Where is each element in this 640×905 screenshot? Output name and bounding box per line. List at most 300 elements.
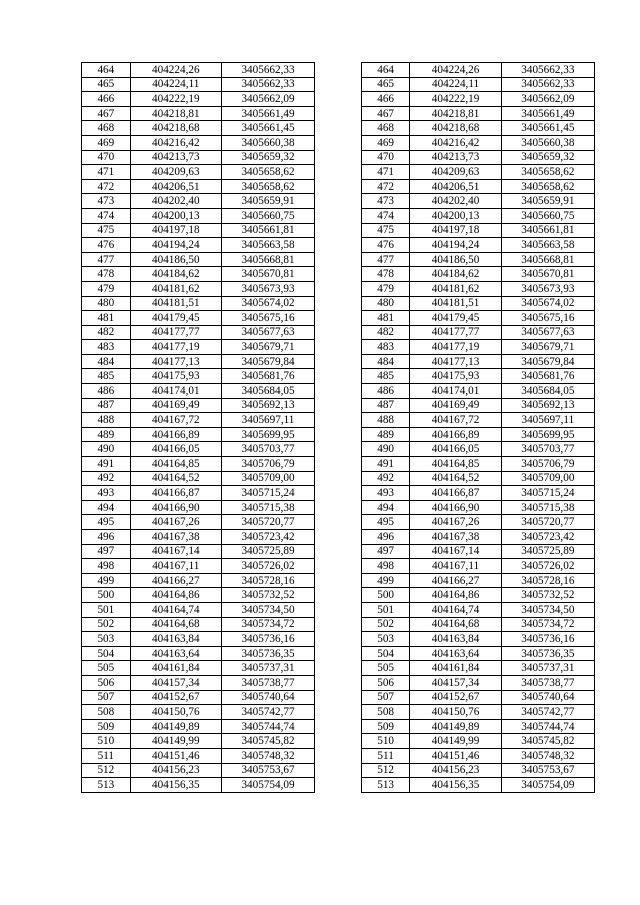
point-number-cell: 508 [361, 705, 410, 720]
x-coordinate-cell: 404177,77 [130, 325, 221, 340]
y-coordinate-cell: 3405662,09 [221, 92, 314, 107]
column-gap [315, 150, 362, 165]
column-gap [315, 121, 362, 136]
x-coordinate-cell: 404213,73 [130, 150, 221, 165]
x-coordinate-cell: 404157,34 [410, 675, 501, 690]
point-number-cell: 510 [361, 734, 410, 749]
table-row [82, 92, 595, 107]
x-coordinate-cell: 404164,86 [410, 588, 501, 603]
table-row [82, 369, 595, 384]
column-gap [315, 500, 362, 515]
x-coordinate-cell: 404151,46 [130, 748, 221, 763]
x-coordinate-cell: 404166,05 [410, 442, 501, 457]
point-number-cell: 508 [82, 705, 131, 720]
column-gap [315, 573, 362, 588]
column-gap [315, 252, 362, 267]
column-gap [315, 617, 362, 632]
table-row [82, 748, 595, 763]
x-coordinate-cell: 404164,52 [410, 471, 501, 486]
point-number-cell: 469 [361, 135, 410, 150]
x-coordinate-cell: 404149,89 [130, 719, 221, 734]
y-coordinate-cell: 3405661,49 [501, 106, 594, 121]
table-row [82, 398, 595, 413]
column-gap [315, 179, 362, 194]
point-number-cell: 510 [82, 734, 131, 749]
y-coordinate-cell: 3405737,31 [221, 661, 314, 676]
column-gap [315, 238, 362, 253]
point-number-cell: 472 [82, 179, 131, 194]
point-number-cell: 513 [361, 778, 410, 793]
y-coordinate-cell: 3405723,42 [221, 530, 314, 545]
point-number-cell: 480 [82, 296, 131, 311]
x-coordinate-cell: 404218,81 [130, 106, 221, 121]
point-number-cell: 511 [361, 748, 410, 763]
y-coordinate-cell: 3405726,02 [221, 559, 314, 574]
column-gap [315, 705, 362, 720]
table-row [82, 135, 595, 150]
table-row [82, 778, 595, 793]
y-coordinate-cell: 3405706,79 [221, 457, 314, 472]
y-coordinate-cell: 3405662,33 [221, 77, 314, 92]
point-number-cell: 471 [82, 165, 131, 180]
y-coordinate-cell: 3405681,76 [501, 369, 594, 384]
y-coordinate-cell: 3405740,64 [221, 690, 314, 705]
y-coordinate-cell: 3405754,09 [221, 778, 314, 793]
x-coordinate-cell: 404164,85 [410, 457, 501, 472]
x-coordinate-cell: 404157,34 [130, 675, 221, 690]
x-coordinate-cell: 404167,38 [130, 530, 221, 545]
point-number-cell: 479 [361, 281, 410, 296]
point-number-cell: 507 [361, 690, 410, 705]
x-coordinate-cell: 404224,11 [130, 77, 221, 92]
y-coordinate-cell: 3405732,52 [221, 588, 314, 603]
y-coordinate-cell: 3405673,93 [221, 281, 314, 296]
y-coordinate-cell: 3405658,62 [501, 165, 594, 180]
x-coordinate-cell: 404177,13 [410, 354, 501, 369]
column-gap [315, 340, 362, 355]
y-coordinate-cell: 3405736,35 [501, 646, 594, 661]
y-coordinate-cell: 3405661,45 [221, 121, 314, 136]
point-number-cell: 498 [82, 559, 131, 574]
point-number-cell: 494 [82, 500, 131, 515]
table-row [82, 734, 595, 749]
point-number-cell: 471 [361, 165, 410, 180]
x-coordinate-cell: 404163,84 [410, 632, 501, 647]
y-coordinate-cell: 3405661,81 [221, 223, 314, 238]
y-coordinate-cell: 3405723,42 [501, 530, 594, 545]
y-coordinate-cell: 3405728,16 [501, 573, 594, 588]
column-gap [315, 281, 362, 296]
y-coordinate-cell: 3405734,50 [221, 602, 314, 617]
point-number-cell: 478 [361, 267, 410, 282]
table-row [82, 559, 595, 574]
y-coordinate-cell: 3405715,38 [221, 500, 314, 515]
point-number-cell: 493 [82, 486, 131, 501]
y-coordinate-cell: 3405734,72 [221, 617, 314, 632]
table-row [82, 457, 595, 472]
point-number-cell: 505 [82, 661, 131, 676]
x-coordinate-cell: 404224,26 [410, 63, 501, 78]
table-row [82, 573, 595, 588]
y-coordinate-cell: 3405715,24 [501, 486, 594, 501]
y-coordinate-cell: 3405679,84 [221, 354, 314, 369]
y-coordinate-cell: 3405659,32 [221, 150, 314, 165]
x-coordinate-cell: 404149,99 [410, 734, 501, 749]
column-gap [315, 602, 362, 617]
table-row [82, 106, 595, 121]
point-number-cell: 491 [82, 457, 131, 472]
point-number-cell: 472 [361, 179, 410, 194]
coordinates-table-body [82, 63, 595, 793]
point-number-cell: 503 [361, 632, 410, 647]
y-coordinate-cell: 3405675,16 [221, 311, 314, 326]
y-coordinate-cell: 3405670,81 [221, 267, 314, 282]
point-number-cell: 469 [82, 135, 131, 150]
x-coordinate-cell: 404177,19 [410, 340, 501, 355]
x-coordinate-cell: 404167,72 [130, 413, 221, 428]
y-coordinate-cell: 3405715,38 [501, 500, 594, 515]
x-coordinate-cell: 404177,13 [130, 354, 221, 369]
x-coordinate-cell: 404218,81 [410, 106, 501, 121]
point-number-cell: 500 [82, 588, 131, 603]
table-row [82, 661, 595, 676]
point-number-cell: 483 [82, 340, 131, 355]
x-coordinate-cell: 404167,38 [410, 530, 501, 545]
point-number-cell: 511 [82, 748, 131, 763]
x-coordinate-cell: 404152,67 [130, 690, 221, 705]
point-number-cell: 492 [361, 471, 410, 486]
x-coordinate-cell: 404150,76 [130, 705, 221, 720]
y-coordinate-cell: 3405736,16 [501, 632, 594, 647]
x-coordinate-cell: 404166,89 [410, 427, 501, 442]
point-number-cell: 488 [361, 413, 410, 428]
y-coordinate-cell: 3405679,71 [501, 340, 594, 355]
point-number-cell: 486 [361, 384, 410, 399]
column-gap [315, 77, 362, 92]
point-number-cell: 499 [82, 573, 131, 588]
point-number-cell: 467 [82, 106, 131, 121]
y-coordinate-cell: 3405726,02 [501, 559, 594, 574]
x-coordinate-cell: 404209,63 [130, 165, 221, 180]
y-coordinate-cell: 3405658,62 [501, 179, 594, 194]
x-coordinate-cell: 404186,50 [410, 252, 501, 267]
column-gap [315, 92, 362, 107]
point-number-cell: 489 [82, 427, 131, 442]
x-coordinate-cell: 404224,26 [130, 63, 221, 78]
column-gap [315, 427, 362, 442]
table-row [82, 500, 595, 515]
column-gap [315, 354, 362, 369]
y-coordinate-cell: 3405674,02 [221, 296, 314, 311]
x-coordinate-cell: 404151,46 [410, 748, 501, 763]
point-number-cell: 513 [82, 778, 131, 793]
y-coordinate-cell: 3405659,32 [501, 150, 594, 165]
y-coordinate-cell: 3405754,09 [501, 778, 594, 793]
column-gap [315, 559, 362, 574]
point-number-cell: 504 [361, 646, 410, 661]
column-gap [315, 719, 362, 734]
table-row [82, 281, 595, 296]
x-coordinate-cell: 404209,63 [410, 165, 501, 180]
point-number-cell: 497 [82, 544, 131, 559]
table-row [82, 515, 595, 530]
table-row [82, 530, 595, 545]
table-row [82, 486, 595, 501]
column-gap [315, 208, 362, 223]
column-gap [315, 763, 362, 778]
x-coordinate-cell: 404152,67 [410, 690, 501, 705]
point-number-cell: 479 [82, 281, 131, 296]
y-coordinate-cell: 3405692,13 [221, 398, 314, 413]
column-gap [315, 734, 362, 749]
y-coordinate-cell: 3405663,58 [221, 238, 314, 253]
y-coordinate-cell: 3405709,00 [501, 471, 594, 486]
y-coordinate-cell: 3405748,32 [221, 748, 314, 763]
column-gap [315, 63, 362, 78]
table-row [82, 311, 595, 326]
x-coordinate-cell: 404164,86 [130, 588, 221, 603]
point-number-cell: 488 [82, 413, 131, 428]
x-coordinate-cell: 404167,14 [130, 544, 221, 559]
point-number-cell: 482 [82, 325, 131, 340]
y-coordinate-cell: 3405661,45 [501, 121, 594, 136]
column-gap [315, 369, 362, 384]
point-number-cell: 467 [361, 106, 410, 121]
x-coordinate-cell: 404169,49 [130, 398, 221, 413]
y-coordinate-cell: 3405659,91 [501, 194, 594, 209]
column-gap [315, 194, 362, 209]
x-coordinate-cell: 404194,24 [130, 238, 221, 253]
y-coordinate-cell: 3405662,33 [501, 77, 594, 92]
x-coordinate-cell: 404181,62 [130, 281, 221, 296]
column-gap [315, 544, 362, 559]
y-coordinate-cell: 3405742,77 [501, 705, 594, 720]
x-coordinate-cell: 404181,51 [410, 296, 501, 311]
y-coordinate-cell: 3405738,77 [501, 675, 594, 690]
column-gap [315, 778, 362, 793]
x-coordinate-cell: 404164,68 [410, 617, 501, 632]
table-row [82, 763, 595, 778]
point-number-cell: 509 [361, 719, 410, 734]
x-coordinate-cell: 404216,42 [410, 135, 501, 150]
column-gap [315, 296, 362, 311]
y-coordinate-cell: 3405745,82 [221, 734, 314, 749]
y-coordinate-cell: 3405744,74 [221, 719, 314, 734]
x-coordinate-cell: 404156,35 [410, 778, 501, 793]
x-coordinate-cell: 404167,11 [410, 559, 501, 574]
column-gap [315, 646, 362, 661]
x-coordinate-cell: 404174,01 [410, 384, 501, 399]
x-coordinate-cell: 404177,77 [410, 325, 501, 340]
table-row [82, 632, 595, 647]
point-number-cell: 506 [361, 675, 410, 690]
column-gap [315, 267, 362, 282]
point-number-cell: 475 [361, 223, 410, 238]
point-number-cell: 468 [82, 121, 131, 136]
y-coordinate-cell: 3405668,81 [221, 252, 314, 267]
y-coordinate-cell: 3405670,81 [501, 267, 594, 282]
x-coordinate-cell: 404164,85 [130, 457, 221, 472]
point-number-cell: 500 [361, 588, 410, 603]
x-coordinate-cell: 404166,90 [410, 500, 501, 515]
table-row [82, 238, 595, 253]
x-coordinate-cell: 404163,64 [410, 646, 501, 661]
table-row [82, 340, 595, 355]
table-row [82, 413, 595, 428]
y-coordinate-cell: 3405663,58 [501, 238, 594, 253]
y-coordinate-cell: 3405677,63 [221, 325, 314, 340]
y-coordinate-cell: 3405725,89 [501, 544, 594, 559]
y-coordinate-cell: 3405679,84 [501, 354, 594, 369]
x-coordinate-cell: 404164,74 [410, 602, 501, 617]
point-number-cell: 466 [82, 92, 131, 107]
table-row [82, 588, 595, 603]
y-coordinate-cell: 3405720,77 [501, 515, 594, 530]
x-coordinate-cell: 404179,45 [130, 311, 221, 326]
x-coordinate-cell: 404213,73 [410, 150, 501, 165]
x-coordinate-cell: 404163,64 [130, 646, 221, 661]
point-number-cell: 505 [361, 661, 410, 676]
point-number-cell: 465 [361, 77, 410, 92]
x-coordinate-cell: 404156,35 [130, 778, 221, 793]
point-number-cell: 476 [82, 238, 131, 253]
table-row [82, 267, 595, 282]
y-coordinate-cell: 3405699,95 [221, 427, 314, 442]
x-coordinate-cell: 404167,26 [130, 515, 221, 530]
table-row [82, 690, 595, 705]
y-coordinate-cell: 3405742,77 [221, 705, 314, 720]
table-row [82, 179, 595, 194]
table-row [82, 675, 595, 690]
y-coordinate-cell: 3405675,16 [501, 311, 594, 326]
column-gap [315, 748, 362, 763]
x-coordinate-cell: 404206,51 [130, 179, 221, 194]
y-coordinate-cell: 3405734,72 [501, 617, 594, 632]
column-gap [315, 223, 362, 238]
x-coordinate-cell: 404181,62 [410, 281, 501, 296]
y-coordinate-cell: 3405668,81 [501, 252, 594, 267]
y-coordinate-cell: 3405734,50 [501, 602, 594, 617]
point-number-cell: 512 [361, 763, 410, 778]
x-coordinate-cell: 404149,89 [410, 719, 501, 734]
y-coordinate-cell: 3405738,77 [221, 675, 314, 690]
column-gap [315, 661, 362, 676]
x-coordinate-cell: 404149,99 [130, 734, 221, 749]
table-row [82, 354, 595, 369]
y-coordinate-cell: 3405658,62 [221, 165, 314, 180]
column-gap [315, 588, 362, 603]
point-number-cell: 489 [361, 427, 410, 442]
point-number-cell: 490 [82, 442, 131, 457]
y-coordinate-cell: 3405659,91 [221, 194, 314, 209]
y-coordinate-cell: 3405740,64 [501, 690, 594, 705]
y-coordinate-cell: 3405744,74 [501, 719, 594, 734]
table-row [82, 296, 595, 311]
point-number-cell: 470 [82, 150, 131, 165]
column-gap [315, 165, 362, 180]
column-gap [315, 413, 362, 428]
x-coordinate-cell: 404186,50 [130, 252, 221, 267]
table-row [82, 705, 595, 720]
point-number-cell: 482 [361, 325, 410, 340]
table-row [82, 427, 595, 442]
point-number-cell: 464 [361, 63, 410, 78]
column-gap [315, 690, 362, 705]
column-gap [315, 486, 362, 501]
y-coordinate-cell: 3405674,02 [501, 296, 594, 311]
x-coordinate-cell: 404164,74 [130, 602, 221, 617]
x-coordinate-cell: 404166,05 [130, 442, 221, 457]
x-coordinate-cell: 404197,18 [130, 223, 221, 238]
table-row [82, 63, 595, 78]
point-number-cell: 478 [82, 267, 131, 282]
x-coordinate-cell: 404164,52 [130, 471, 221, 486]
point-number-cell: 481 [361, 311, 410, 326]
x-coordinate-cell: 404156,23 [130, 763, 221, 778]
point-number-cell: 473 [82, 194, 131, 209]
x-coordinate-cell: 404222,19 [410, 92, 501, 107]
table-row [82, 646, 595, 661]
column-gap [315, 632, 362, 647]
point-number-cell: 483 [361, 340, 410, 355]
point-number-cell: 476 [361, 238, 410, 253]
point-number-cell: 509 [82, 719, 131, 734]
x-coordinate-cell: 404175,93 [130, 369, 221, 384]
x-coordinate-cell: 404166,89 [130, 427, 221, 442]
x-coordinate-cell: 404200,13 [410, 208, 501, 223]
table-row [82, 471, 595, 486]
y-coordinate-cell: 3405720,77 [221, 515, 314, 530]
point-number-cell: 507 [82, 690, 131, 705]
y-coordinate-cell: 3405660,38 [221, 135, 314, 150]
x-coordinate-cell: 404197,18 [410, 223, 501, 238]
y-coordinate-cell: 3405699,95 [501, 427, 594, 442]
y-coordinate-cell: 3405706,79 [501, 457, 594, 472]
y-coordinate-cell: 3405681,76 [221, 369, 314, 384]
point-number-cell: 504 [82, 646, 131, 661]
point-number-cell: 491 [361, 457, 410, 472]
point-number-cell: 495 [82, 515, 131, 530]
x-coordinate-cell: 404164,68 [130, 617, 221, 632]
point-number-cell: 502 [82, 617, 131, 632]
y-coordinate-cell: 3405684,05 [501, 384, 594, 399]
x-coordinate-cell: 404167,11 [130, 559, 221, 574]
y-coordinate-cell: 3405661,81 [501, 223, 594, 238]
x-coordinate-cell: 404184,62 [130, 267, 221, 282]
column-gap [315, 457, 362, 472]
y-coordinate-cell: 3405692,13 [501, 398, 594, 413]
table-row [82, 77, 595, 92]
table-row [82, 208, 595, 223]
column-gap [315, 135, 362, 150]
table-row [82, 121, 595, 136]
y-coordinate-cell: 3405662,33 [501, 63, 594, 78]
y-coordinate-cell: 3405697,11 [501, 413, 594, 428]
point-number-cell: 496 [82, 530, 131, 545]
y-coordinate-cell: 3405709,00 [221, 471, 314, 486]
y-coordinate-cell: 3405658,62 [221, 179, 314, 194]
y-coordinate-cell: 3405679,71 [221, 340, 314, 355]
table-row [82, 602, 595, 617]
column-gap [315, 442, 362, 457]
point-number-cell: 499 [361, 573, 410, 588]
y-coordinate-cell: 3405748,32 [501, 748, 594, 763]
point-number-cell: 487 [82, 398, 131, 413]
point-number-cell: 465 [82, 77, 131, 92]
point-number-cell: 485 [361, 369, 410, 384]
x-coordinate-cell: 404181,51 [130, 296, 221, 311]
x-coordinate-cell: 404218,68 [130, 121, 221, 136]
